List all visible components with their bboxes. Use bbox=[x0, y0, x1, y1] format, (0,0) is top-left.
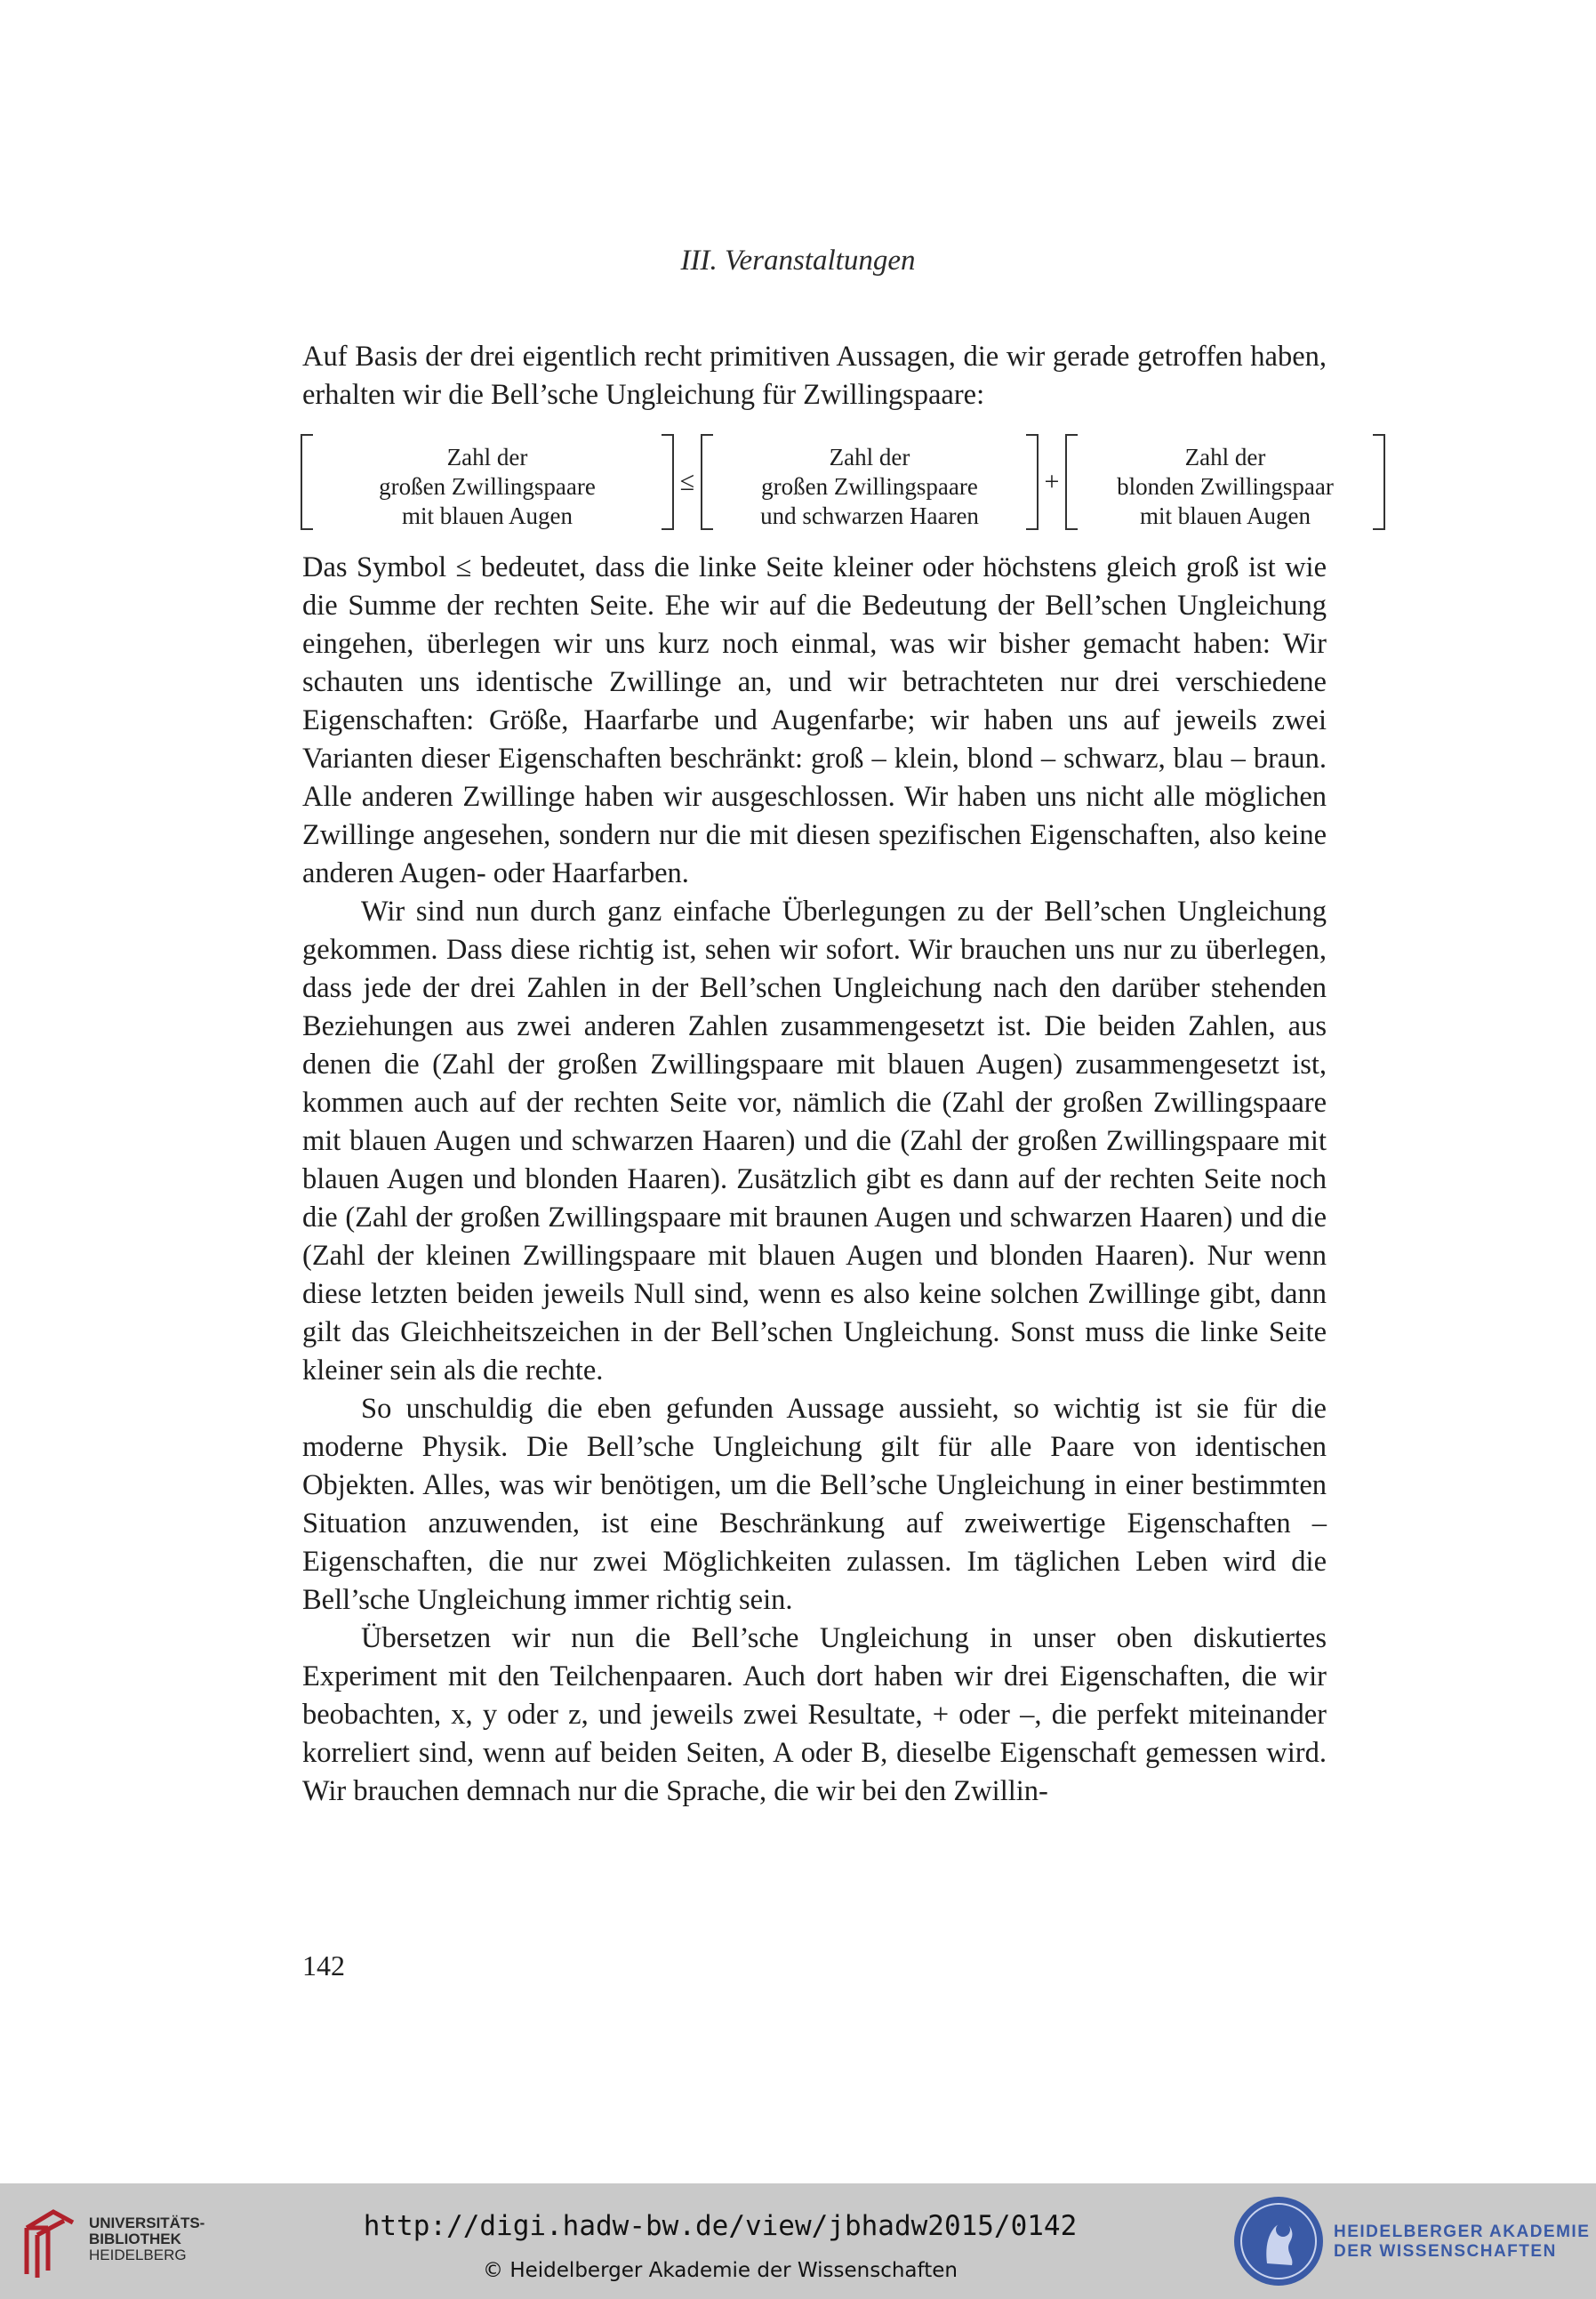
paragraph: So unschuldig die eben gefunden Aussage aussieht, so wichtig ist sie für die moderne Physik. Die Bell’sche Ungleichung gilt für alle Paare von identischen Objekten. Alles, was wir benötigen, um die Bell’sche Ungleichung in einer bestimmten Situation anzuwenden, ist eine Beschränkung auf zweiwertige Eigenschaften – Eigenschaften, die nur zwei Möglichkeiten zulassen. Im täglichen Leben wird die Bell’sche Ungleichung immer richtig sein. bbox=[302, 1393, 1327, 1616]
term-line: und schwarzen Haaren bbox=[760, 502, 979, 529]
paragraph: Übersetzen wir nun die Bell’sche Ungleichung in unser oben diskutiertes Experiment mit den Teilchenpaaren. Auch dort haben wir drei Eigenschaften, die wir beobachten, x, y oder z, und jeweils zwei Resultate, + oder –, die perfekt miteinander korreliert sind, wenn auf beiden Seiten, A oder B, dieselbe Eigenschaft gemessen wird. Wir brauchen demnach nur die Sprache, die wir bei den Zwillin- bbox=[302, 1622, 1327, 1807]
intro-paragraph bbox=[302, 338, 1327, 414]
term-line: Zahl der bbox=[446, 444, 528, 470]
document-url-link[interactable]: http://digi.hadw-bw.de/view/jbhadw2015/0142 bbox=[363, 2210, 1078, 2242]
term-line: Zahl der bbox=[829, 444, 910, 470]
logo-line: HEIDELBERG bbox=[89, 2247, 187, 2263]
equation-term-left bbox=[301, 434, 674, 530]
viewer-footer bbox=[0, 2183, 1596, 2299]
paragraph: Das Symbol ≤ bedeutet, dass die linke Seite kleiner oder höchstens gleich groß ist wie die Summe der rechten Seite. Ehe wir auf die Bedeutung der Bell’schen Ungleichung eingehen, überlegen wir uns kurz noch einmal, was wir bisher gemacht haben: Wir schauten uns identische Zwillinge an, und wir betrachteten nur drei verschiedene Eigenschaften: Größe, Haarfarbe und Augenfarbe; wir haben uns auf jeweils zwei Varianten dieser Eigenschaften beschränkt: groß – klein, blond – schwarz, blau – braun. Alle anderen Zwillinge haben wir ausgeschlossen. Wir haben uns nicht alle möglichen Zwillinge angesehen, sondern nur die mit diesen spezifischen Eigenschaften, also keine anderen Augen- oder Haarfarben. bbox=[302, 551, 1327, 889]
academy-seal-icon bbox=[1231, 2194, 1326, 2288]
page-number: 142 bbox=[302, 1949, 345, 1981]
term-line: mit blauen Augen bbox=[402, 502, 573, 529]
term-line: mit blauen Augen bbox=[1140, 502, 1311, 529]
term-line: großen Zwillingspaare bbox=[379, 473, 596, 500]
paragraph: Wir sind nun durch ganz einfache Überlegungen zu der Bell’schen Ungleichung gekommen. Dass diese richtig ist, sehen wir sofort. Wir brauchen uns nur zu überlegen, dass jede der drei Zahlen in der Bell’schen Ungleichung nach den darüber stehenden Beziehungen aus zwei anderen Zahlen zusammengesetzt ist. Die beiden Zahlen, aus denen die (Zahl der großen Zwillingspaare mit blauen Augen) zusammengesetzt ist, kommen auch auf der rechten Seite vor, nämlich die (Zahl der großen Zwillingspaare mit blauen Augen und schwarzen Haaren) und die (Zahl der großen Zwillingspaare mit blauen Augen und blonden Haaren). Zusätzlich gibt es dann auf der rechten Seite noch die (Zahl der großen Zwillingspaare mit braunen Augen und schwarzen Haaren) und die (Zahl der kleinen Zwillingspaare mit blauen Augen und blonden Haaren). Nur wenn diese letzten beiden jeweils Null sind, wenn es also keine solchen Zwillinge gibt, dann gilt das Gleichheitszeichen in der Bell’schen Ungleichung. Sonst muss die linke Seite kleiner sein als die rechte. bbox=[302, 896, 1327, 1387]
logo-line: DER WISSENSCHAFTEN bbox=[1334, 2242, 1557, 2261]
academy-name bbox=[1334, 2223, 1590, 2262]
paragraph: Auf Basis der drei eigentlich recht primitiven Aussagen, die wir gerade getroffen haben, erhalten wir die Bell’sche Ungleichung für Zwillingspaare: bbox=[302, 341, 1327, 411]
equation-term-middle bbox=[701, 434, 1039, 530]
running-head: III. Veranstaltungen bbox=[680, 245, 916, 277]
logo-line: BIBLIOTHEK bbox=[89, 2231, 181, 2247]
copyright-notice: © Heidelberger Akademie der Wissenschaften bbox=[483, 2259, 958, 2282]
bell-inequality-equation bbox=[301, 434, 1334, 532]
less-equal-operator: ≤ bbox=[679, 467, 695, 496]
term-line: blonden Zwillingspaar bbox=[1117, 473, 1334, 500]
term-line: Zahl der bbox=[1184, 444, 1266, 470]
main-text bbox=[302, 549, 1327, 1811]
plus-operator: + bbox=[1044, 467, 1060, 496]
logo-line: UNIVERSITÄTS- bbox=[89, 2215, 205, 2231]
equation-term-right bbox=[1065, 434, 1385, 530]
term-line: großen Zwillingspaare bbox=[761, 473, 978, 500]
logo-line: HEIDELBERGER AKADEMIE bbox=[1334, 2223, 1591, 2241]
